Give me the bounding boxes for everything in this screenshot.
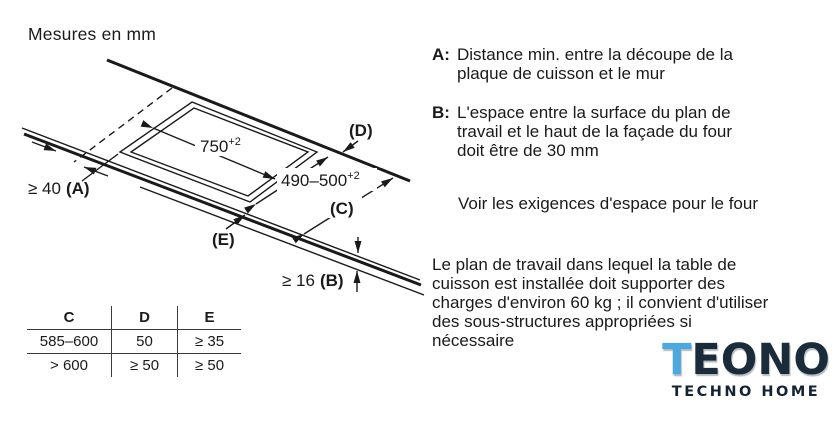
leader-e-arrow — [226, 215, 245, 229]
table-cell: ≥ 50 — [111, 354, 177, 377]
table-cell: 585–600 — [27, 330, 111, 354]
table-header-cell: E — [177, 306, 241, 330]
note-b-label: B: — [432, 103, 450, 122]
note-b-text: L'espace entre la surface du plan de travail et le haut de la façade du four doit être de 30 mm — [457, 103, 733, 160]
table-cell: ≥ 50 — [177, 354, 241, 377]
leader-d-arrow — [343, 141, 358, 152]
table-header-cell: D — [111, 306, 177, 330]
table-header-cell: C — [27, 306, 111, 330]
brand-logo — [658, 337, 834, 400]
logo-tagline: TECHNO HOME — [671, 384, 821, 400]
dimension-table — [27, 306, 241, 377]
ref-label-d: (D) — [349, 121, 373, 140]
logo-wordmark — [658, 337, 834, 383]
dim-cutout-depth-label: $490-500^{+2}$ — [281, 170, 360, 190]
ref-label-c: (C) — [330, 199, 354, 218]
logo-wordmark-rest: EONO — [691, 335, 830, 385]
ref-label-e: (E) — [212, 230, 235, 249]
note-b — [432, 103, 732, 160]
installation-diagram — [0, 0, 430, 310]
table-cell: 50 — [111, 330, 177, 354]
note-a-label: A: — [432, 45, 450, 64]
load-capacity-note: Le plan de travail dans lequel la table de cuisson est installée doit supporter des charges d'environ 60 kg ; il convient d'utiliser des sous-structures appropriées si nécessaire — [432, 255, 769, 350]
dim-thickness-label: ≥ 16 (B) — [282, 271, 344, 290]
units-note: Mesures en mm — [28, 24, 157, 44]
dim-a-arrow-right — [84, 167, 108, 176]
note-a-text: Distance min. entre la découpe de la plaque de cuisson et le mur — [457, 45, 733, 83]
note-a — [432, 45, 733, 83]
table-cell: ≥ 35 — [177, 330, 241, 354]
see-oven-requirements-note: Voir les exigences d'espace pour le four — [458, 194, 758, 213]
wall-dashed-line — [74, 88, 172, 162]
table-cell: > 600 — [50, 357, 88, 374]
dim-cutout-width-label: $750^{+2}$ — [200, 136, 241, 156]
logo-wordmark-initial: T — [662, 335, 692, 385]
dim-wall-clearance-label: ≥ 40 (A) — [28, 179, 90, 198]
